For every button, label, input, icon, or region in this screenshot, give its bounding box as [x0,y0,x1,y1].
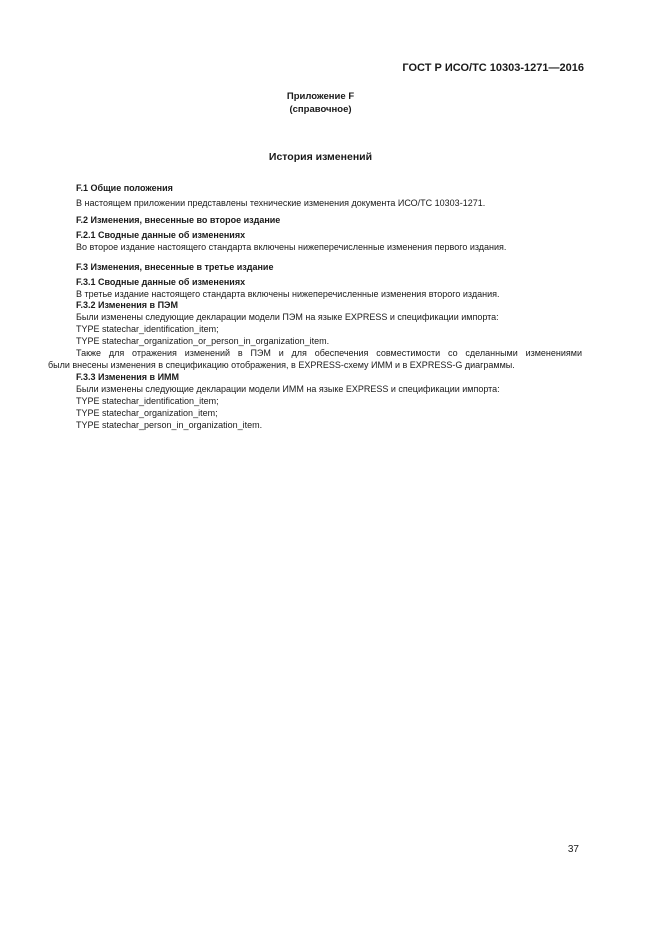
section-text-f1: В настоящем приложении представлены технические изменения документа ИСО/ТС 10303-1271. [76,198,486,208]
section-text-f31: В третье издание настоящего стандарта включены нижеперечисленные изменения второго издания. [76,289,500,299]
standard-id-header: ГОСТ Р ИСО/ТС 10303-1271—2016 [402,62,584,74]
paragraph-line-1: Также для отражения изменений в ПЭМ и для обеспечения совместимости со сделанными изменениями [76,348,582,358]
annex-title: Приложение F [286,91,355,102]
paragraph-line-2: были внесены изменения в спецификацию отображения, в EXPRESS-схему ИММ и в EXPRESS-G диаграммы. [48,360,515,370]
section-text-f32: Были изменены следующие декларации модели ПЭМ на языке EXPRESS и спецификации импорта: [76,312,499,322]
section-text-f33: Были изменены следующие декларации модели ИММ на языке EXPRESS и спецификации импорта: [76,384,500,394]
subsection-heading-f31: F.3.1 Сводные данные об изменениях [76,277,246,287]
list-item: TYPE statechar_organization_or_person_in_organization_item. [76,336,330,346]
section-heading-f2: F.2 Изменения, внесенные во второе издание [76,215,281,225]
subsection-heading-f33: F.3.3 Изменения в ИММ [76,372,180,382]
list-item: TYPE statechar_identification_item; [76,396,219,406]
list-item: TYPE statechar_person_in_organization_item. [76,420,263,430]
section-heading-f3: F.3 Изменения, внесенные в третье издание [76,262,274,272]
page-number: 37 [567,844,579,855]
page-title: История изменений [268,151,373,163]
list-item: TYPE statechar_identification_item; [76,324,219,334]
list-item: TYPE statechar_organization_item; [76,408,218,418]
annex-type: (справочное) [289,104,352,115]
subsection-heading-f21: F.2.1 Сводные данные об изменениях [76,230,246,240]
section-text-f21: Во второе издание настоящего стандарта включены нижеперечисленные изменения первого издания. [76,242,507,252]
section-heading-f1: F.1 Общие положения [76,183,173,193]
subsection-heading-f32: F.3.2 Изменения в ПЭМ [76,300,178,310]
